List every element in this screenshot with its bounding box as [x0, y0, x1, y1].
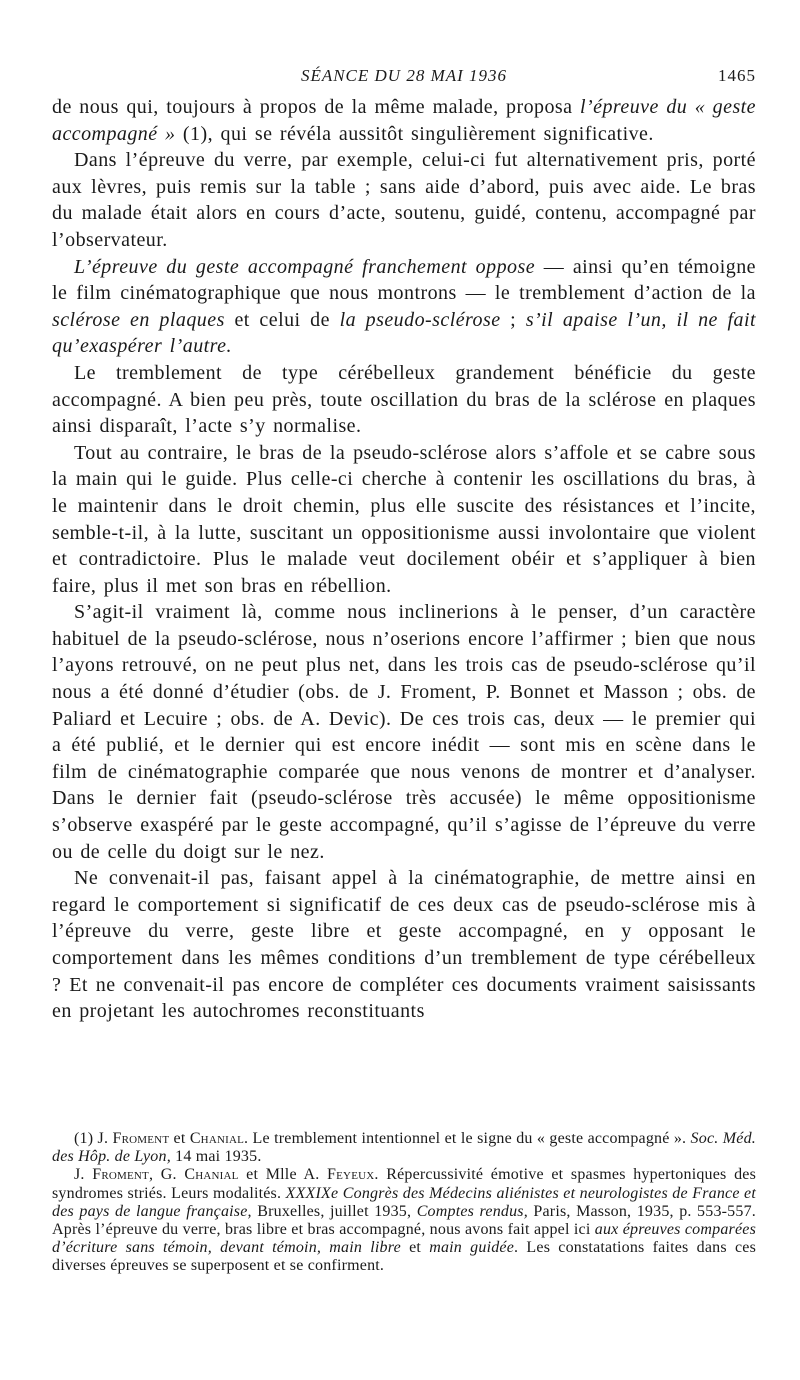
footnote-2-author-froment: Froment: [92, 1166, 149, 1184]
footnote-2: [52, 1166, 756, 1275]
paragraph-3-c: sclérose en plaques: [52, 308, 225, 331]
paragraph-3-d: et celui de: [224, 308, 340, 331]
footnote-1-date: 14 mai 1935.: [170, 1148, 262, 1166]
footnote-1-journal: Soc. Méd. des Hôp. de Lyon,: [52, 1130, 756, 1166]
page: [52, 60, 756, 1025]
paragraph-2: Dans l’épreuve du verre, par exemple, celui-ci fut alternativement pris, porté aux lèvres, puis remis sur la table ; sans aide d’abord, puis avec aide. Le bras du malade était alors en cours d’acte, soutenu, guidé, contenu, accompagné par l’observateur.: [52, 149, 756, 251]
footnote-2-g: . Répercussivité émotive et spasmes hypertoniques des syndromes striés. Leurs modalités.: [52, 1166, 757, 1202]
paragraph-3-f: ;: [500, 308, 526, 331]
footnote-2-c: , G.: [148, 1166, 185, 1184]
footnote-1-a: (1) J.: [74, 1130, 113, 1147]
footnote-1-author-froment: Froment: [112, 1130, 170, 1147]
footnote-1: [52, 1130, 756, 1166]
footnotes: [52, 1130, 756, 1276]
page-header: [52, 60, 756, 94]
footnote-2-author-chanial: Chanial: [184, 1166, 239, 1184]
footnote-1-c: et: [169, 1130, 190, 1147]
footnote-1-e: . Le tremblement intentionnel et le signe du « geste accompagné ».: [244, 1130, 691, 1147]
paragraph-6: S’agit-il vraiment là, comme nous inclinerions à le penser, d’un caractère habituel de la pseudo-sclérose, nous n’oserions encore l’affirmer ; bien que nous l’ayons retrouvé, on ne peut plus net, dans les trois cas de pseudo-sclérose qu’il nous a été donné d’étudier (obs. de J. Froment, P. Bonnet et Masson ; obs. de Paliard et Lecuire ; obs. de A. Devic). De ces trois cas, deux — le premier qui a été publié, et le dernier qui est encore inédit — sont mis en scène dans le film de cinématographie comparée que nous venons de montrer et d’analyser. Dans le dernier fait (pseudo-sclérose très accusée) le même oppositionisme s’observe exaspéré par le geste accompagné, qu’il s’agisse de l’épreuve du verre ou de celle du doigt sur le nez.: [52, 601, 756, 863]
footnote-2-author-feyeux: Feyeux: [327, 1166, 375, 1184]
paragraph-3: [52, 254, 756, 360]
paragraph-3-a: L’épreuve du geste accompagné franchement oppose: [74, 255, 536, 278]
paragraph-3-b: — ainsi qu’en témoigne le film cinématographique que nous montrons — le tremblement d’action de la: [52, 255, 756, 305]
footnote-1-author-chanial: Chanial: [189, 1130, 245, 1147]
footnote-2-a: J.: [74, 1166, 93, 1184]
footnote-2-l: aux épreuves comparées d’écriture sans témoin, devant témoin, main libre: [52, 1221, 756, 1257]
paragraph-3-e: la pseudo-sclérose: [339, 308, 501, 331]
footnote-2-k: Paris, Masson, 1935, p. 553-557. Après l’épreuve du verre, bras libre et bras accompagné, nous avons fait appel ici: [52, 1202, 756, 1239]
paragraph-5: Tout au contraire, le bras de la pseudo-sclérose alors s’affole et se cabre sous la main qui le guide. Plus celle-ci cherche à contenir les oscillations du bras, à le maintenir dans le droit chemin, plus elle suscite des résistances et l’incite, semble-t-il, à la lutte, suscitant un oppositionisme aussi involontaire que violent et contradictoire. Plus le malade veut docilement obéir et s’appliquer à bien faire, plus il met son bras en rébellion.: [52, 441, 756, 597]
footnote-2-m: et: [400, 1239, 430, 1257]
paragraph-3-g: s’il apaise l’un, il ne fait qu’exaspérer l’autre.: [52, 308, 756, 358]
footnote-2-i: Bruxelles, juillet 1935,: [251, 1202, 417, 1220]
paragraph-7: Ne convenait-il pas, faisant appel à la cinématographie, de mettre ainsi en regard le comportement si significatif de ces deux cas de pseudo-sclérose mis à l’épreuve du verre, geste libre et geste accompagné, en y opposant le comportement dans les mêmes conditions d’un tremblement de type cérébelleux ? Et ne convenait-il pas encore de compléter ces documents vraiment saisissants en projetant les autochromes reconstituants: [52, 867, 756, 1023]
paragraph-4: Le tremblement de type cérébelleux grandement bénéficie du geste accompagné. A bien peu près, toute oscillation du bras de la sclérose en plaques ainsi disparaît, l’acte s’y normalise.: [52, 361, 756, 438]
footnote-2-congress: XXXIXe Congrès des Médecins aliénistes et neurologistes de France et des pays de langue française,: [52, 1184, 756, 1220]
footnote-2-comptes-rendus: Comptes rendus,: [416, 1202, 528, 1220]
paragraph-1-b: l’épreuve du « geste accompagné »: [52, 96, 757, 145]
paragraph-1-a: de nous qui, toujours à propos de la même malade, proposa: [52, 96, 580, 118]
footnote-2-e: et Mlle A.: [238, 1166, 328, 1184]
running-title: SÉANCE DU 28 MAI 1936: [300, 66, 508, 85]
footnote-2-o: . Les constatations faites dans ces diverses épreuves se superposent et se confirment.: [52, 1239, 756, 1275]
footnote-2-n: main guidée: [429, 1239, 515, 1257]
page-number: 1465: [718, 66, 756, 85]
paragraph-1-c: (1), qui se révéla aussitôt singulièrement significative.: [175, 122, 654, 145]
body-text: [52, 94, 756, 1025]
paragraph-1: [52, 94, 756, 147]
